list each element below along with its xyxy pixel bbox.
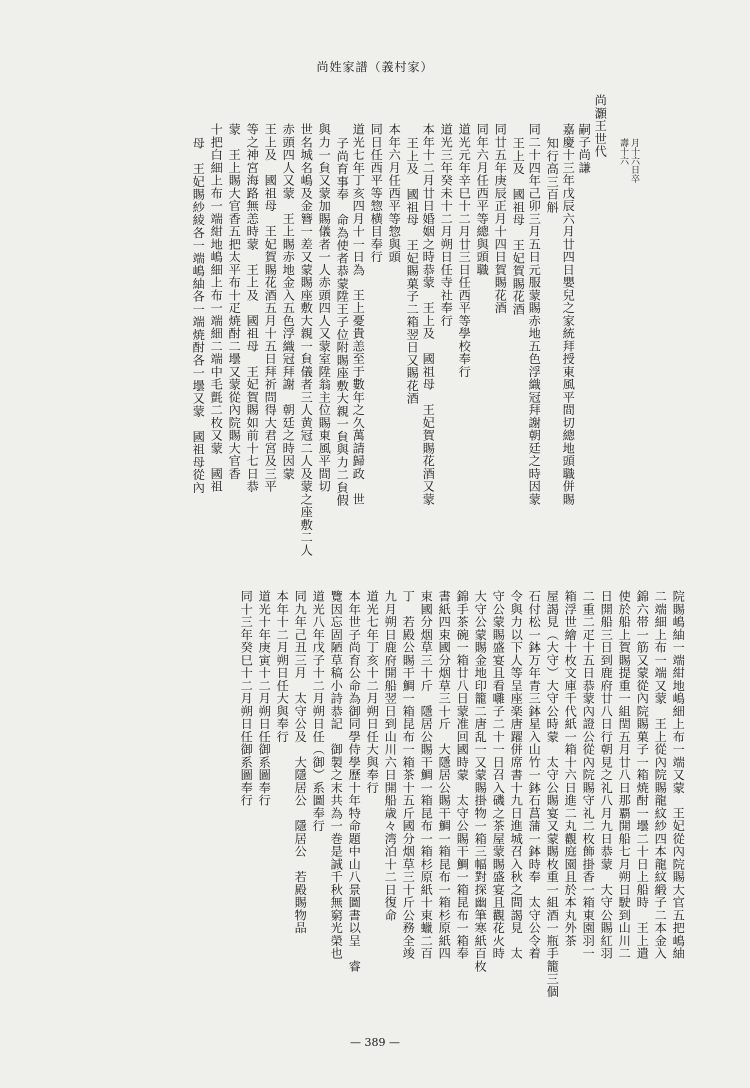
text-column-37: 書紙四束國分烟草三十斤 大隱居公賜干鯛一箱昆布一箱杉原紙四 bbox=[437, 590, 452, 960]
text-column-16: 與力一貟又蒙加賜儀者一人赤頭四人又蒙室陞翁主位賜東風平間切 bbox=[317, 123, 332, 493]
text-column-44: 道光八年戊子十二月朔日任（御）系圖奉行 bbox=[311, 590, 326, 833]
text-column-10: 本年十二月廿日婚姻之時恭蒙 王上及 國祖母 王妃賀賜花酒又蒙 bbox=[421, 123, 436, 506]
text-column-39: 丁 若殿公賜干鯛一箱昆布一箱茶十五斤國分烟草三十斤公務全竣 bbox=[401, 590, 416, 960]
text-column-41: 道光七年丁亥十二月朔日任大與奉行 bbox=[365, 590, 380, 794]
text-column-27: 使於船上賀賜提重一組閏五月廿八日那覇開船七月朔日駛到山川二 bbox=[617, 590, 632, 960]
text-column-20: 等之神宮海路無恙時蒙 王上及 國祖母 王妃賀賜如前十七日恭 bbox=[245, 123, 260, 493]
text-column-8: 道光元年辛巳十二月廿三日任西平等學校奉行 bbox=[457, 123, 472, 378]
text-column-31: 屋謁見（大守）大守公時蒙 太守公賜宴又蒙賜枚重一組酒一瓶手籠三個 bbox=[545, 590, 560, 998]
text-column-0: 尚灝王世代 bbox=[593, 94, 608, 158]
text-column-3: 知行高三百斛 bbox=[545, 137, 560, 214]
text-column-13: 同日任西平等惣横目奉行 bbox=[369, 123, 384, 264]
text-column-47: 道光十年庚寅十二月朔日任御系圖奉行 bbox=[257, 590, 272, 807]
text-column-45: 同九年己丑三月 太守公及 大隱居公 隱居公 若殿賜物品 bbox=[293, 590, 308, 935]
text-column-33: 令與力以下人等呈座楽唐躍併席書十九日進城召入秋之間謁見 太 bbox=[509, 590, 524, 960]
text-column-4: 同二十四年己卯三月五日元服蒙賜赤地五色浮織冠拜謝朝廷之時因蒙 bbox=[527, 123, 542, 506]
text-column-28: 日開船三日到鹿府廿八日行朝見之礼八月九日恭蒙 大守公賜紅羽 bbox=[599, 590, 614, 960]
text-column-19: 王上及 國祖母 王妃賀賜花酒五月十五日拜祈問得大君宮及三平 bbox=[263, 123, 278, 493]
text-column-43: 覽因忘固陋草稿小詩恭記 御製之末共為一巻是誠千秋無窮光榮也 bbox=[329, 590, 344, 960]
text-column-48: 同十三年癸巳十二月朔日任御系圖奉行 bbox=[239, 590, 254, 807]
text-column-1: 嗣子尚謙 bbox=[577, 123, 592, 174]
text-column-7: 同年六月任西平等總與頭職 bbox=[475, 123, 490, 276]
margin-note-1: 壽十六 bbox=[618, 138, 628, 165]
text-column-40: 九月朔日鹿府開船翌日到山川六日開船歳々湾泊十二日復命 bbox=[383, 590, 398, 922]
text-column-34: 守公蒙賜盛宴且看囃子二十一日召入磯之茶屋蒙賜盛宴且觀花火時 bbox=[491, 590, 506, 960]
text-column-36: 錦手茶碗一箱廿八日蒙准回國時蒙 太守公賜干鯛一箱昆布一箱奉 bbox=[455, 590, 470, 960]
text-column-12: 本年六月任西平等惣與頭 bbox=[387, 123, 402, 264]
text-column-22: 十把白細上布一端紺地嶋細上布一端細二端中毛氈二枚又蒙 國祖 bbox=[209, 123, 224, 493]
text-column-23: 母 王妃賜紗綾各一端嶋紬各一端焼酎各一壜又蒙 國祖母從內 bbox=[191, 137, 206, 494]
text-column-15: 子尚育事奉 命為使者恭蒙陞王子位附賜座敷大親一貟與力二貟假 bbox=[335, 137, 350, 507]
text-column-32: 石付松一鉢万年青三鉢星入山竹一鉢石菖蒲一鉢時奉 太守公令着 bbox=[527, 590, 542, 960]
text-column-46: 本年十二月朔日任大與奉行 bbox=[275, 590, 290, 743]
text-column-9: 道光三年癸未十二月朔日任寺社奉行 bbox=[439, 123, 454, 327]
text-column-5: 王上及 國祖母 王妃賀賜花酒 bbox=[511, 137, 526, 316]
page-number: — 389 — bbox=[350, 1036, 400, 1049]
text-column-21: 蒙 王上賜大官香五把太平布十疋焼酎二壜又蒙從內院賜大官香 bbox=[227, 123, 242, 480]
text-column-6: 同廿五年庚辰正月十四日賀賜花酒 bbox=[493, 123, 508, 315]
text-column-38: 束國分烟草三十斤 隱居公賜干鯛一箱昆布一箱杉原紙十束蠟二百 bbox=[419, 590, 434, 960]
margin-note-0: 月十六日卒 bbox=[629, 138, 639, 183]
page-header: 尚姓家譜（義村家） bbox=[316, 60, 434, 74]
text-column-14: 道光七年丁亥四月十一日為 王上憂貴恙至于數年之久萬請歸政 世 bbox=[351, 123, 366, 506]
text-column-35: 大守公蒙賜金地印籠二唐乱一又蒙賜掛物一箱三幅對探幽筆寒紙百枚 bbox=[473, 590, 488, 973]
text-column-26: 錦六帯一筋又蒙從內院賜菓子一箱焼酎一壜二十日上船時 王上遣 bbox=[635, 590, 650, 960]
text-column-30: 箱浮世繪十枚文庫千代紙一箱十六日進二丸觀庭園且於本丸外茶 bbox=[563, 590, 578, 947]
text-column-11: 王上及 國祖母 王妃賜菓子二箱翌日又賜花酒 bbox=[405, 137, 420, 405]
text-column-29: 二重二疋十五日恭蒙內證公從內院賜守礼二枚飾掛香一箱東園羽一 bbox=[581, 590, 596, 960]
text-column-17: 世名城名嶋及金簪一差又蒙賜座敷大親一貟儀者三人黄冠二人及蒙之座敷二人 bbox=[299, 123, 314, 557]
text-column-25: 二端細上布一端又蒙 王上從內院賜龍紋紗四本龍紋緞子二本金入 bbox=[653, 590, 668, 960]
text-column-42: 本年世子尚育公命為御同學侍學歷十年特命題中山八景圖書以呈 睿 bbox=[347, 590, 362, 973]
text-column-2: 嘉慶十三年戊辰六月廿四日嬰兒之家統拜授東風平間切總地頭職併賜 bbox=[561, 123, 576, 506]
text-column-18: 赤頭四人又蒙 王上賜赤地金入五色浮織冠拜謝 朝廷之時因蒙 bbox=[281, 123, 296, 480]
text-column-24: 院賜嶋紬一端紺地嶋細上布一端又蒙 王妃從內院賜大官五把嶋紬 bbox=[671, 590, 686, 960]
